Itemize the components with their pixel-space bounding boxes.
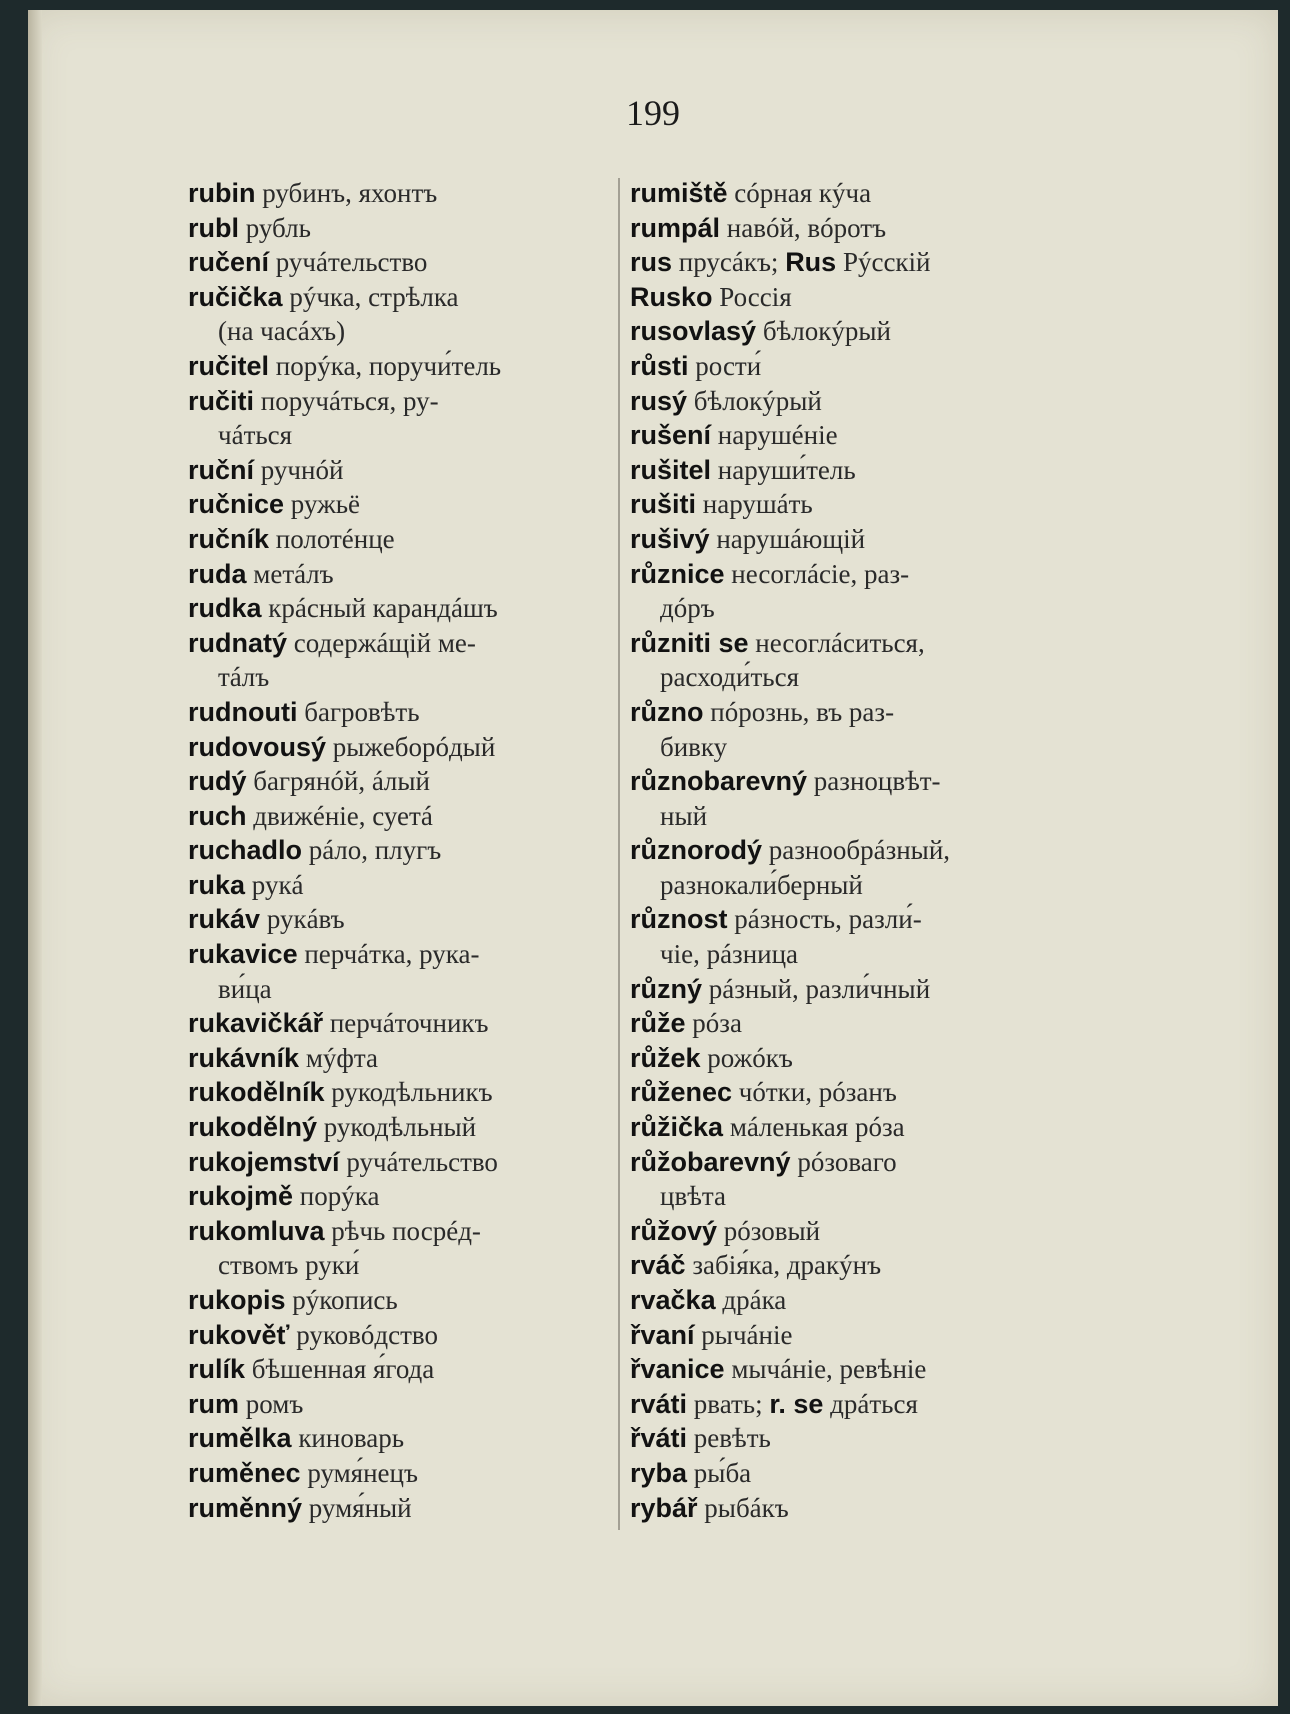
gloss: рвать; <box>693 1388 770 1419</box>
headword: ruchadlo <box>188 835 303 866</box>
headword: různice <box>630 558 725 589</box>
gloss: багрянóй, áлый <box>253 766 430 797</box>
gloss: Рýсскій <box>842 247 931 278</box>
headword: rudovousý <box>188 731 327 762</box>
entry-continuation <box>630 937 1070 972</box>
entry-continuation <box>630 660 1070 695</box>
gloss: рýкопись <box>292 1285 398 1315</box>
dictionary-entry <box>630 1248 1070 1283</box>
gloss: рýчка, стрѣлка <box>289 281 459 312</box>
entry-continuation <box>630 799 1070 834</box>
gloss: киноварь <box>298 1423 405 1454</box>
gloss: прусáкъ; <box>678 247 786 278</box>
gloss: разнообрáзный, <box>768 835 951 866</box>
dictionary-entry <box>188 868 628 903</box>
dictionary-entry <box>188 522 628 557</box>
headword: rudnatý <box>188 627 288 658</box>
headword: růžový <box>630 1215 718 1246</box>
gloss: крáсный карандáшъ <box>268 593 498 624</box>
gloss: мýфта <box>305 1042 379 1073</box>
headword: rukavičkář <box>188 1008 324 1039</box>
headword: ručník <box>188 523 270 554</box>
gloss: порýка <box>299 1181 380 1212</box>
headword: ručnice <box>188 489 285 520</box>
gloss: порýка, поручи́тель <box>275 350 502 381</box>
dictionary-entry <box>188 1145 628 1180</box>
dictionary-entry <box>630 1214 1070 1249</box>
gloss: разнокали́берный <box>660 869 863 900</box>
gloss: рáло, плугъ <box>308 835 442 866</box>
headword: ručiti <box>188 385 255 416</box>
headword: rušiti <box>630 489 697 520</box>
headword: rusovlasý <box>630 316 757 347</box>
headword: rybář <box>630 1492 698 1523</box>
entry-continuation <box>188 660 628 695</box>
headword: růžek <box>630 1042 701 1073</box>
headword: rukomluva <box>188 1215 325 1246</box>
gloss: содержáщій ме- <box>293 627 476 658</box>
headword: rváč <box>630 1250 686 1281</box>
dictionary-entry <box>188 557 628 592</box>
dictionary-entry <box>630 972 1070 1007</box>
gloss: мычáніе, ревѣніе <box>731 1354 927 1385</box>
dictionary-entry <box>630 1352 1070 1387</box>
headword: rukodělník <box>188 1077 325 1108</box>
headword: ručitel <box>188 350 270 381</box>
dictionary-entry <box>188 1006 628 1041</box>
gloss: Россія <box>719 281 792 312</box>
headword: rumělka <box>188 1423 292 1454</box>
headword: rváti <box>630 1388 688 1419</box>
headword: řvaní <box>630 1319 695 1350</box>
gloss: нарушáющій <box>716 523 866 554</box>
headword: růže <box>630 1008 686 1039</box>
headword: rubl <box>188 212 239 243</box>
gloss: тáлъ <box>218 662 270 693</box>
left-column <box>188 176 628 1525</box>
entry-continuation <box>630 1179 1070 1214</box>
gloss: рóзовый <box>723 1215 821 1246</box>
dictionary-entry <box>630 1075 1070 1110</box>
gloss: рычáніе <box>701 1319 793 1350</box>
gloss: рости́ <box>695 350 762 381</box>
headword: rulík <box>188 1354 246 1385</box>
dictionary-entry <box>630 764 1070 799</box>
dictionary-entry <box>630 245 1070 280</box>
gloss: перчáтка, рука- <box>304 939 480 970</box>
dictionary-entry <box>188 1352 628 1387</box>
headword: rušivý <box>630 523 710 554</box>
dictionary-entry <box>630 453 1070 488</box>
gloss: руковóдство <box>296 1319 438 1350</box>
gloss: чóтки, рóзанъ <box>738 1077 897 1108</box>
gloss: разноцвѣт- <box>813 766 941 797</box>
dictionary-page <box>28 10 1278 1706</box>
headword: rukojemství <box>188 1146 340 1177</box>
headword: rum <box>188 1388 240 1419</box>
dictionary-entry <box>630 1283 1070 1318</box>
dictionary-entry <box>188 1214 628 1249</box>
dictionary-entry <box>630 314 1070 349</box>
dictionary-entry <box>630 1456 1070 1491</box>
gloss: дрáться <box>830 1388 918 1419</box>
headword: rukáv <box>188 904 261 935</box>
entry-continuation <box>630 730 1070 765</box>
gloss: ромъ <box>245 1388 304 1419</box>
dictionary-entry <box>188 1283 628 1318</box>
gloss: нарушáть <box>702 489 813 520</box>
gloss: (на часáхъ) <box>218 316 346 347</box>
dictionary-entry <box>188 280 628 315</box>
headword: růženec <box>630 1077 733 1108</box>
gloss: навóй, вóротъ <box>726 212 887 243</box>
gloss: ный <box>660 800 708 831</box>
headword: ruměnný <box>188 1492 303 1523</box>
entry-continuation <box>188 972 628 1007</box>
headword: ruch <box>188 800 247 831</box>
headword: ruda <box>188 558 247 589</box>
dictionary-entry <box>188 799 628 834</box>
gloss: рáзный, разли́чный <box>708 973 931 1004</box>
gloss: полотéнце <box>275 523 395 554</box>
headword: růžička <box>630 1112 724 1143</box>
headword: ruční <box>188 454 255 485</box>
dictionary-entry <box>188 833 628 868</box>
dictionary-entry <box>630 1006 1070 1041</box>
gloss: рукодѣльный <box>323 1112 477 1143</box>
headword: ruka <box>188 869 246 900</box>
gloss: нарушéніе <box>717 420 838 451</box>
headword: rus <box>630 247 673 278</box>
headword: rubin <box>188 178 256 208</box>
headword: rudnouti <box>188 696 298 727</box>
dictionary-entry <box>630 1041 1070 1076</box>
headword: různý <box>630 973 703 1004</box>
gloss: рубинъ, яхонтъ <box>262 178 438 208</box>
dictionary-entry <box>630 1318 1070 1353</box>
dictionary-entry <box>188 695 628 730</box>
gloss: расходи́ться <box>660 662 800 693</box>
dictionary-entry <box>188 902 628 937</box>
gloss: бѣшенная я́года <box>251 1354 435 1385</box>
gloss: бивку <box>660 731 728 762</box>
headword: rudý <box>188 766 247 797</box>
headword: různost <box>630 904 728 935</box>
headword: rušení <box>630 420 712 451</box>
dictionary-entry <box>630 211 1070 246</box>
gloss: рáзность, разли́- <box>734 904 922 935</box>
headword: různiti se <box>630 627 749 658</box>
gloss: рукодѣльникъ <box>331 1077 493 1108</box>
dictionary-entry <box>630 487 1070 522</box>
gloss: рѣчь посрéд- <box>331 1215 481 1246</box>
dictionary-entry <box>188 176 628 211</box>
headword: různobarevný <box>630 766 808 797</box>
entry-continuation <box>630 868 1070 903</box>
headword: rušitel <box>630 454 712 485</box>
headword: rukověť <box>188 1319 290 1350</box>
gloss: поручáться, ру- <box>260 385 439 416</box>
gloss: румя́нецъ <box>307 1457 418 1488</box>
headword: rukopis <box>188 1285 286 1315</box>
headword: rukavice <box>188 939 298 970</box>
dictionary-entry <box>188 764 628 799</box>
gloss: рукáвъ <box>266 904 345 935</box>
dictionary-entry <box>630 522 1070 557</box>
headword: rumiště <box>630 178 728 208</box>
dictionary-entry <box>188 937 628 972</box>
headword: rvačka <box>630 1285 716 1315</box>
dictionary-entry <box>188 1179 628 1214</box>
gloss: мáленькая рóза <box>729 1112 905 1143</box>
dictionary-entry <box>630 695 1070 730</box>
dictionary-entry <box>188 1110 628 1145</box>
headword: růsti <box>630 350 689 381</box>
dictionary-entry <box>630 1145 1070 1180</box>
gloss: ружьё <box>290 489 361 520</box>
gloss: рыжеборóдый <box>332 731 496 762</box>
gloss: перчáточникъ <box>329 1008 489 1039</box>
dictionary-entry <box>630 1110 1070 1145</box>
dictionary-entry <box>188 487 628 522</box>
entry-continuation <box>188 418 628 453</box>
dictionary-entry <box>188 1387 628 1422</box>
dictionary-entry <box>188 1456 628 1491</box>
gloss: движéніе, суетá <box>253 800 433 831</box>
dictionary-entry <box>630 833 1070 868</box>
gloss: несоглáсіе, раз- <box>731 558 910 589</box>
dictionary-entry <box>188 626 628 661</box>
dictionary-entry <box>630 1491 1070 1526</box>
gloss: рóзоваго <box>797 1146 897 1177</box>
gloss: рожóкъ <box>707 1042 793 1073</box>
gloss: метáлъ <box>253 558 334 589</box>
gloss: рукá <box>251 869 304 900</box>
headword: ruměnec <box>188 1457 301 1488</box>
headword: řvanice <box>630 1354 725 1385</box>
gloss: ручáтельство <box>346 1146 498 1177</box>
gloss: багровѣть <box>304 696 420 727</box>
gloss: ры́ба <box>693 1457 752 1488</box>
dictionary-entry <box>630 176 1070 211</box>
gloss: румя́ный <box>308 1492 412 1523</box>
headword: rusý <box>630 385 688 416</box>
dictionary-entry <box>188 245 628 280</box>
headword: rumpál <box>630 212 721 243</box>
page-binding-edge <box>28 10 42 1706</box>
dictionary-entry <box>630 280 1070 315</box>
headword: ručení <box>188 247 270 278</box>
dictionary-entry <box>188 1491 628 1526</box>
dictionary-entry <box>630 557 1070 592</box>
page-number: 199 <box>626 93 680 133</box>
headword: rukávník <box>188 1042 300 1073</box>
gloss: ствомъ руки́ <box>218 1250 360 1281</box>
headword: r. se <box>769 1388 824 1419</box>
gloss: цвѣта <box>660 1181 726 1212</box>
entry-continuation <box>188 314 628 349</box>
dictionary-entry <box>188 349 628 384</box>
headword: různo <box>630 696 704 727</box>
headword: růžobarevný <box>630 1146 791 1177</box>
dictionary-entry <box>188 453 628 488</box>
gloss: рóза <box>692 1008 742 1039</box>
gloss: ви́ца <box>218 973 272 1004</box>
dictionary-entry <box>188 1041 628 1076</box>
gloss: бѣлокýрый <box>693 385 822 416</box>
dictionary-entry <box>630 384 1070 419</box>
headword: ručička <box>188 281 283 312</box>
gloss: сóрная кýча <box>734 178 872 208</box>
dictionary-entry <box>630 902 1070 937</box>
headword: řváti <box>630 1423 688 1454</box>
gloss: забія́ка, дракýнъ <box>692 1250 882 1281</box>
gloss: рубль <box>245 212 311 243</box>
headword: různorodý <box>630 835 762 866</box>
dictionary-entry <box>188 730 628 765</box>
gloss: пóрознь, въ раз- <box>710 696 895 727</box>
headword: rukojmě <box>188 1181 294 1212</box>
gloss: чáться <box>218 420 293 451</box>
entry-continuation <box>188 1248 628 1283</box>
headword: rudka <box>188 593 262 624</box>
dictionary-entry <box>188 384 628 419</box>
headword: ryba <box>630 1457 688 1488</box>
dictionary-entry <box>630 626 1070 661</box>
gloss: бѣлокýрый <box>762 316 891 347</box>
dictionary-entry <box>630 418 1070 453</box>
dictionary-entry <box>630 349 1070 384</box>
headword: Rusko <box>630 281 713 312</box>
headword: Rus <box>785 247 837 278</box>
gloss: дóръ <box>660 593 715 624</box>
dictionary-entry <box>188 211 628 246</box>
gloss: ручáтельство <box>275 247 428 278</box>
column-divider <box>618 178 620 1530</box>
gloss: ручнóй <box>260 454 344 485</box>
gloss: дрáка <box>722 1285 787 1315</box>
gloss: чіе, рáзница <box>660 939 799 970</box>
headword: rukodělný <box>188 1112 318 1143</box>
dictionary-entry <box>188 1075 628 1110</box>
gloss: несоглáситься, <box>755 627 925 658</box>
entry-continuation <box>630 591 1070 626</box>
dictionary-entry <box>188 1421 628 1456</box>
dictionary-entry <box>630 1421 1070 1456</box>
gloss: ревѣть <box>693 1423 771 1454</box>
right-column <box>630 176 1070 1525</box>
dictionary-entry <box>630 1387 1070 1422</box>
gloss: наруши́тель <box>717 454 856 485</box>
gloss: рыбáкъ <box>704 1492 789 1523</box>
dictionary-entry <box>188 1318 628 1353</box>
dictionary-entry <box>188 591 628 626</box>
